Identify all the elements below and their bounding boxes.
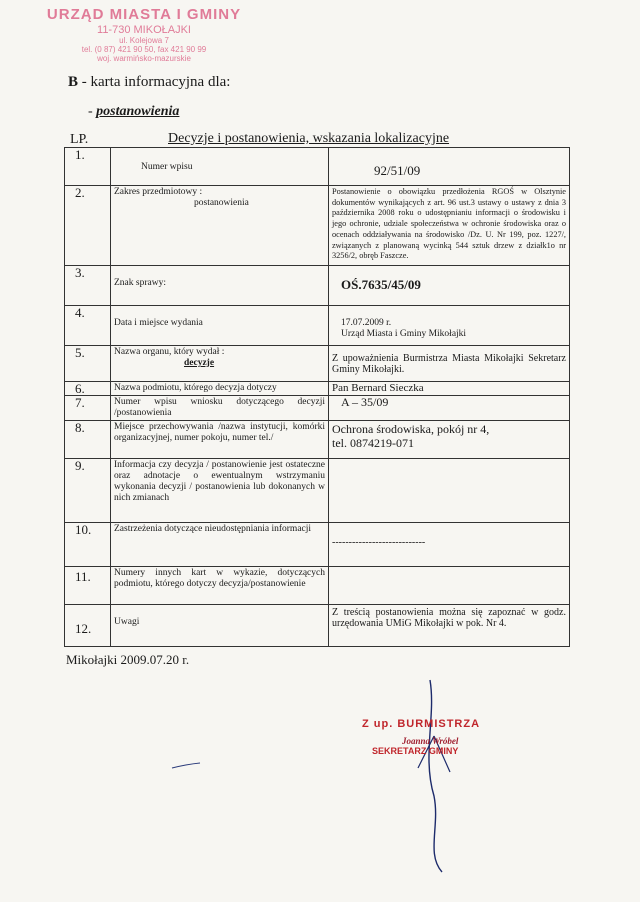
table-row xyxy=(65,567,570,605)
row-label: Miejsce przechowywania /nazwa instytucji, komórki organizacyjnej, numer pokoju, numer tel./ xyxy=(111,421,329,459)
row-label: Numer wpisu wniosku dotyczącego decyzji /postanowienia xyxy=(111,396,329,421)
row-number: 11. xyxy=(65,567,111,605)
row-number: 12. xyxy=(65,605,111,647)
ink-mark-stroke xyxy=(172,763,200,768)
stamp-line-3: ul. Kolejowa 7 xyxy=(119,36,169,45)
row-label: Uwagi xyxy=(111,605,329,647)
table-row xyxy=(65,148,570,186)
row-value: Postanowienie o obowiązku przedłożenia RGOŚ w Olsztynie dokumentów wynikających z art. 96 ust.3 ustawy o ustawy z dnia 3 października 2008 roku o udostępnianiu informacji o środowisku i jego ochronie, udziale społeczeństwa w ochronie środowiska oraz o ocenach oddziaływania na środowisko /Dz. U. Nr 199, poz. 1227/, związanych z planowaną wycinką 544 sztuk drzew z działk1o nr 3256/2, obręb Faszcze. xyxy=(329,186,570,266)
row-label-line-2: decyzje xyxy=(184,358,215,368)
info-card-table xyxy=(64,147,570,647)
row-number: 1. xyxy=(65,148,111,186)
issue-date: 17.07.2009 r. xyxy=(341,318,392,328)
row-label-line-1: Zakres przedmiotowy : xyxy=(114,187,203,197)
row-label: Data i miejsce wydania xyxy=(111,306,329,346)
table-row xyxy=(65,605,570,647)
card-subheading xyxy=(88,104,179,120)
issue-place: Urząd Miasta i Gminy Mikołajki xyxy=(341,329,467,339)
office-stamp xyxy=(44,6,244,63)
stamp-line-1: URZĄD MIASTA I GMINY xyxy=(46,6,242,23)
subheading-dash: - xyxy=(88,104,97,119)
row-value xyxy=(329,421,570,459)
row-value xyxy=(329,306,570,346)
card-letter: B xyxy=(68,74,79,90)
row-value: Z upoważnienia Burmistrza Miasta Mikołajki Sekretarz Gminy Mikołajki. xyxy=(329,346,570,382)
row-label: Informacja czy decyzja / postanowienie jest ostateczne oraz adnotacje o ewentualnym wstrzymaniu wykonania decyzji / postanowienia lub dokonanych w nich zmianach xyxy=(111,459,329,523)
row-number: 6. xyxy=(65,382,111,396)
row-value xyxy=(329,567,570,605)
row-number: 7. xyxy=(65,396,111,421)
table-row xyxy=(65,266,570,306)
stamp-line-2: 11-730 MIKOŁAJKI xyxy=(97,24,191,36)
table-row xyxy=(65,396,570,421)
row-label-line-1: Nazwa organu, który wydał : xyxy=(114,347,225,357)
signature-stamp-line-3: SEKRETARZ GMINY xyxy=(372,746,459,756)
storage-phone: tel. 0874219-071 xyxy=(332,436,414,450)
row-label: Nazwa podmiotu, którego decyzja dotyczy xyxy=(111,382,329,396)
place-and-date: Mikołajki 2009.07.20 r. xyxy=(66,652,190,667)
row-number: 4. xyxy=(65,306,111,346)
signature-name: Joanna Wróbel xyxy=(402,736,459,746)
row-number: 9. xyxy=(65,459,111,523)
signature-stamp-line-1: Z up. BURMISTRZA xyxy=(362,718,481,730)
card-heading-text: - karta informacyjna dla: xyxy=(78,74,231,90)
row-value: Pan Bernard Sieczka xyxy=(329,382,570,396)
stamp-line-5: woj. warmińsko-mazurskie xyxy=(97,54,191,63)
row-label: Numer wpisu xyxy=(111,148,329,186)
row-label xyxy=(111,186,329,266)
row-label xyxy=(111,346,329,382)
row-value: Z treścią postanowienia można się zapoznać w godz. urzędowania UMiG Mikołajki w pok. Nr 4. xyxy=(329,605,570,647)
row-value: 92/51/09 xyxy=(329,148,570,186)
subheading-text: postanowienia xyxy=(96,104,180,119)
table-row xyxy=(65,346,570,382)
table-row xyxy=(65,459,570,523)
card-heading xyxy=(68,74,230,91)
ink-mark xyxy=(170,760,210,772)
row-value: ---------------------------- xyxy=(329,523,570,567)
table-row xyxy=(65,421,570,459)
signature-scribble xyxy=(330,676,540,876)
row-number: 10. xyxy=(65,523,111,567)
table-title: Decyzje i postanowienia, wskazania lokalizacyjne xyxy=(168,131,450,146)
row-value: A – 35/09 xyxy=(329,396,570,421)
row-number: 2. xyxy=(65,186,111,266)
row-number: 3. xyxy=(65,266,111,306)
stamp-line-4: tel. (0 87) 421 90 50, fax 421 90 99 xyxy=(81,45,207,54)
row-label-line-2: postanowienia xyxy=(194,198,249,208)
row-number: 5. xyxy=(65,346,111,382)
row-label: Numery innych kart w wykazie, dotyczących podmiotu, którego dotyczy decyzja/postanowienie xyxy=(111,567,329,605)
table-row xyxy=(65,523,570,567)
table-row xyxy=(65,186,570,266)
table-row xyxy=(65,382,570,396)
storage-place: Ochrona środowiska, pokój nr 4, xyxy=(332,422,490,436)
row-label: Znak sprawy: xyxy=(111,266,329,306)
signature-stamp xyxy=(362,718,522,756)
lp-column-title: LP. xyxy=(70,132,89,147)
row-value xyxy=(329,459,570,523)
table-row xyxy=(65,306,570,346)
row-number: 8. xyxy=(65,421,111,459)
row-value: OŚ.7635/45/09 xyxy=(329,266,570,306)
signature-stroke xyxy=(429,680,442,872)
row-label: Zastrzeżenia dotyczące nieudostępniania informacji xyxy=(111,523,329,567)
